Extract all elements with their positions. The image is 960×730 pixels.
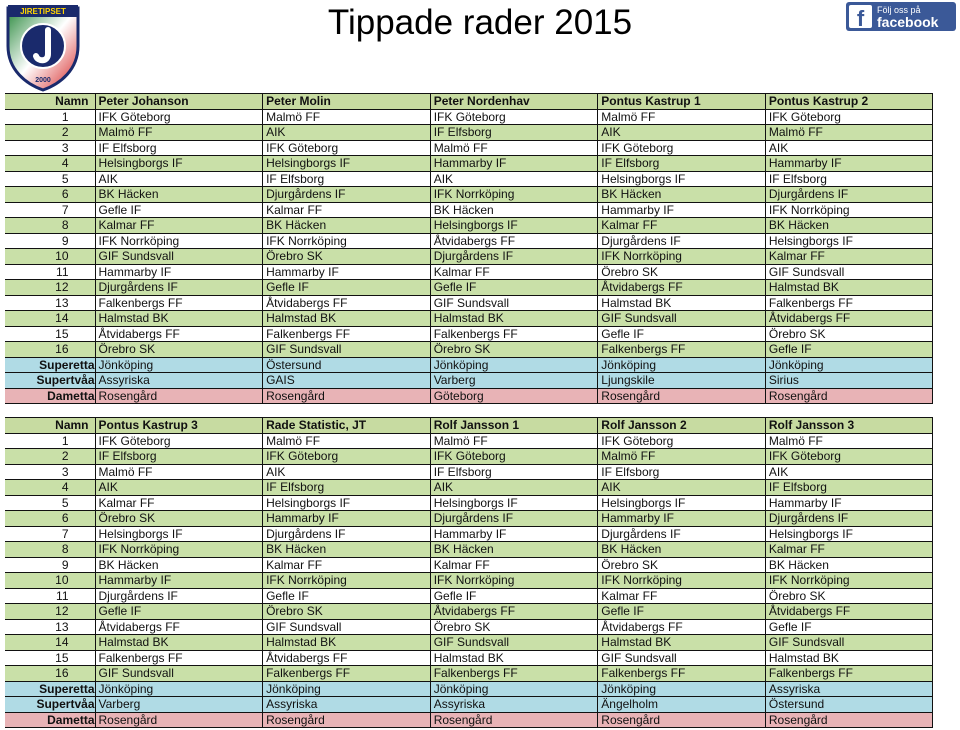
table-cell: GIF Sundsvall (765, 635, 933, 651)
table-cell: Ljungskile (598, 373, 766, 389)
table-cell: Assyriska (430, 697, 598, 713)
table-cell: Sirius (765, 373, 933, 389)
table-cell: IFK Göteborg (95, 433, 263, 449)
table-cell: Jönköping (598, 357, 766, 373)
table-cell: Åtvidabergs FF (430, 233, 598, 249)
row-label: 4 (5, 480, 95, 496)
table-cell: Kalmar FF (765, 249, 933, 265)
table-cell: AIK (765, 464, 933, 480)
table-cell: Varberg (430, 373, 598, 389)
table-cell: BK Häcken (430, 542, 598, 558)
table-cell: Halmstad BK (598, 295, 766, 311)
row-label: 13 (5, 619, 95, 635)
table-cell: Hammarby IF (598, 511, 766, 527)
table-cell: Åtvidabergs FF (430, 604, 598, 620)
table-row (5, 264, 933, 280)
table-cell: GIF Sundsvall (95, 249, 263, 265)
table-cell: Kalmar FF (430, 264, 598, 280)
table-row (5, 295, 933, 311)
table-cell: Gefle IF (430, 280, 598, 296)
row-label: 10 (5, 573, 95, 589)
table-cell: BK Häcken (765, 218, 933, 234)
table-cell: GIF Sundsvall (430, 635, 598, 651)
table-cell: Jönköping (430, 681, 598, 697)
table-cell: Jönköping (263, 681, 431, 697)
svg-text:facebook: facebook (877, 14, 939, 30)
table-cell: Djurgårdens IF (598, 233, 766, 249)
row-label: 16 (5, 342, 95, 358)
row-label: 8 (5, 542, 95, 558)
table-cell: IF Elfsborg (765, 480, 933, 496)
table-cell: IF Elfsborg (430, 464, 598, 480)
table-cell: Jönköping (95, 357, 263, 373)
table-row (5, 171, 933, 187)
table-cell: Åtvidabergs FF (95, 619, 263, 635)
table-cell: GIF Sundsvall (95, 666, 263, 682)
table-cell: BK Häcken (765, 557, 933, 573)
table-row (5, 666, 933, 682)
table-row (5, 218, 933, 234)
table-row (5, 526, 933, 542)
table-cell: Hammarby IF (95, 573, 263, 589)
table-cell: Rolf Jansson 2 (598, 418, 766, 434)
table-cell: Falkenbergs FF (598, 666, 766, 682)
table-row (5, 140, 933, 156)
table-cell: IFK Göteborg (765, 109, 933, 125)
facebook-icon[interactable] (846, 2, 956, 31)
table-cell: Malmö FF (598, 449, 766, 465)
svg-text:Följ oss på: Följ oss på (877, 5, 921, 15)
table-cell: Rosengård (95, 388, 263, 404)
table-row (5, 156, 933, 172)
table-cell: Hammarby IF (95, 264, 263, 280)
table-cell: Halmstad BK (430, 311, 598, 327)
table-cell: Halmstad BK (598, 635, 766, 651)
row-label: 2 (5, 449, 95, 465)
table-cell: Malmö FF (765, 125, 933, 141)
table-cell: IFK Norrköping (430, 573, 598, 589)
table-row (5, 635, 933, 651)
row-label: 15 (5, 650, 95, 666)
table-cell: Jönköping (598, 681, 766, 697)
table-cell: GIF Sundsvall (263, 342, 431, 358)
tips-table-2 (5, 417, 933, 728)
table-cell: Malmö FF (95, 464, 263, 480)
table-cell: Halmstad BK (263, 311, 431, 327)
table-header-row (5, 418, 933, 434)
table-cell: Rade Statistic, JT (263, 418, 431, 434)
table-cell: Åtvidabergs FF (765, 311, 933, 327)
table-cell: GIF Sundsvall (430, 295, 598, 311)
table-cell: Rosengård (95, 712, 263, 728)
table-cell: Helsingborgs IF (263, 495, 431, 511)
row-label: 11 (5, 588, 95, 604)
table-cell: Jönköping (765, 357, 933, 373)
table-row (5, 542, 933, 558)
table-row (5, 480, 933, 496)
table-cell: GAIS (263, 373, 431, 389)
page-title: Tippade rader 2015 (327, 3, 633, 42)
table-cell: Malmö FF (430, 140, 598, 156)
table-cell: BK Häcken (263, 542, 431, 558)
table-row (5, 202, 933, 218)
table-cell: Kalmar FF (263, 202, 431, 218)
table-cell: Örebro SK (430, 619, 598, 635)
table-row (5, 357, 933, 373)
table-cell: Falkenbergs FF (430, 326, 598, 342)
table-cell: Peter Nordenhav (430, 94, 598, 110)
table-cell: Gefle IF (598, 604, 766, 620)
table-cell: BK Häcken (598, 187, 766, 203)
table-cell: Örebro SK (765, 588, 933, 604)
table-header-row (5, 94, 933, 110)
table-cell: Åtvidabergs FF (263, 650, 431, 666)
row-label: Dametta (5, 712, 95, 728)
table-cell: Gefle IF (765, 619, 933, 635)
table-cell: AIK (765, 140, 933, 156)
row-label: 6 (5, 511, 95, 527)
table-cell: Peter Johanson (95, 94, 263, 110)
table-cell: Örebro SK (765, 326, 933, 342)
table-cell: Djurgårdens IF (765, 187, 933, 203)
table-cell: Pontus Kastrup 3 (95, 418, 263, 434)
table-cell: Östersund (263, 357, 431, 373)
table-row (5, 697, 933, 713)
table-row (5, 511, 933, 527)
table-cell: Åtvidabergs FF (95, 326, 263, 342)
table-cell: Helsingborgs IF (598, 495, 766, 511)
table-cell: Åtvidabergs FF (598, 280, 766, 296)
row-label: 16 (5, 666, 95, 682)
table-cell: Kalmar FF (95, 495, 263, 511)
table-row (5, 619, 933, 635)
row-label: 14 (5, 635, 95, 651)
row-label: 12 (5, 280, 95, 296)
row-label: 5 (5, 495, 95, 511)
table-cell: Örebro SK (598, 557, 766, 573)
row-label: 12 (5, 604, 95, 620)
table-cell: AIK (95, 480, 263, 496)
row-label: 7 (5, 526, 95, 542)
table-cell: Örebro SK (95, 511, 263, 527)
table-cell: Rosengård (765, 388, 933, 404)
table-row (5, 233, 933, 249)
table-cell: Varberg (95, 697, 263, 713)
row-label: 9 (5, 557, 95, 573)
svg-text:2000: 2000 (35, 77, 51, 84)
table-row (5, 373, 933, 389)
row-label: 6 (5, 187, 95, 203)
table-cell: GIF Sundsvall (765, 264, 933, 280)
table-cell: Rosengård (598, 388, 766, 404)
row-label: 11 (5, 264, 95, 280)
row-label: Namn (5, 94, 95, 110)
table-row (5, 573, 933, 589)
table-cell: BK Häcken (95, 557, 263, 573)
table-cell: Peter Molin (263, 94, 431, 110)
row-label: Namn (5, 418, 95, 434)
table-cell: Helsingborgs IF (765, 233, 933, 249)
table-cell: IF Elfsborg (598, 464, 766, 480)
table-cell: Kalmar FF (263, 557, 431, 573)
svg-text:JIRETIPSET: JIRETIPSET (20, 7, 66, 16)
table-cell: GIF Sundsvall (598, 311, 766, 327)
row-label: 3 (5, 464, 95, 480)
table-cell: Helsingborgs IF (430, 495, 598, 511)
table-cell: Örebro SK (598, 264, 766, 280)
table-cell: AIK (430, 480, 598, 496)
table-cell: BK Häcken (430, 202, 598, 218)
table-row (5, 464, 933, 480)
table-cell: Falkenbergs FF (765, 295, 933, 311)
table-cell: Halmstad BK (430, 650, 598, 666)
table-cell: IFK Norrköping (765, 202, 933, 218)
table-cell: Helsingborgs IF (95, 526, 263, 542)
table-cell: Kalmar FF (598, 588, 766, 604)
row-label: 13 (5, 295, 95, 311)
table-cell: Göteborg (430, 388, 598, 404)
table-row (5, 433, 933, 449)
table-cell: Gefle IF (263, 280, 431, 296)
table-cell: Falkenbergs FF (263, 666, 431, 682)
table-cell: Djurgårdens IF (95, 280, 263, 296)
table-cell: Falkenbergs FF (765, 666, 933, 682)
table-cell: Åtvidabergs FF (765, 604, 933, 620)
table-cell: Falkenbergs FF (95, 650, 263, 666)
table-cell: Rolf Jansson 1 (430, 418, 598, 434)
row-label: 1 (5, 109, 95, 125)
table-cell: IFK Göteborg (598, 433, 766, 449)
row-label: 9 (5, 233, 95, 249)
table-row (5, 326, 933, 342)
table-cell: Rosengård (430, 712, 598, 728)
table-cell: Östersund (765, 697, 933, 713)
table-cell: Malmö FF (95, 125, 263, 141)
table-row (5, 557, 933, 573)
row-label: Dametta (5, 388, 95, 404)
table-cell: Halmstad BK (263, 635, 431, 651)
table-cell: Malmö FF (263, 109, 431, 125)
row-label: 4 (5, 156, 95, 172)
table-cell: Rosengård (263, 388, 431, 404)
table-cell: AIK (598, 125, 766, 141)
table-cell: Gefle IF (95, 202, 263, 218)
table-cell: BK Häcken (263, 218, 431, 234)
table-cell: Kalmar FF (430, 557, 598, 573)
table-cell: Rosengård (263, 712, 431, 728)
table-cell: Gefle IF (430, 588, 598, 604)
table-cell: Malmö FF (430, 433, 598, 449)
table-cell: Rosengård (598, 712, 766, 728)
table-cell: IF Elfsborg (430, 125, 598, 141)
table-cell: Örebro SK (263, 249, 431, 265)
table-cell: Malmö FF (263, 433, 431, 449)
table-row (5, 449, 933, 465)
table-cell: Hammarby IF (263, 511, 431, 527)
table-row (5, 311, 933, 327)
table-cell: Djurgårdens IF (263, 187, 431, 203)
table-cell: Falkenbergs FF (598, 342, 766, 358)
table-cell: IFK Göteborg (263, 140, 431, 156)
row-label: 14 (5, 311, 95, 327)
table-cell: IFK Norrköping (95, 542, 263, 558)
table-cell: IFK Göteborg (430, 449, 598, 465)
table-cell: Assyriska (95, 373, 263, 389)
table-cell: Kalmar FF (598, 218, 766, 234)
table-cell: IFK Göteborg (95, 109, 263, 125)
tips-table-1 (5, 93, 933, 404)
table-cell: Jönköping (95, 681, 263, 697)
table-row (5, 588, 933, 604)
table-cell: Hammarby IF (430, 156, 598, 172)
table-cell: IFK Norrköping (430, 187, 598, 203)
table-cell: Gefle IF (95, 604, 263, 620)
table-row (5, 109, 933, 125)
table-cell: Helsingborgs IF (598, 171, 766, 187)
table-cell: Djurgårdens IF (598, 526, 766, 542)
table-cell: Rosengård (765, 712, 933, 728)
table-cell: Djurgårdens IF (430, 249, 598, 265)
row-label: Supertvåa (5, 697, 95, 713)
table-cell: IF Elfsborg (765, 171, 933, 187)
table-cell: Assyriska (765, 681, 933, 697)
table-cell: Helsingborgs IF (263, 156, 431, 172)
table-cell: IFK Göteborg (430, 109, 598, 125)
table-cell: Halmstad BK (765, 650, 933, 666)
table-row (5, 342, 933, 358)
table-row (5, 604, 933, 620)
row-label: 8 (5, 218, 95, 234)
table-cell: Assyriska (263, 697, 431, 713)
table-cell: Örebro SK (95, 342, 263, 358)
table-cell: Kalmar FF (95, 218, 263, 234)
table-cell: IFK Göteborg (765, 449, 933, 465)
table-cell: IFK Norrköping (765, 573, 933, 589)
table-cell: IF Elfsborg (95, 140, 263, 156)
table-cell: Djurgårdens IF (263, 526, 431, 542)
table-cell: Halmstad BK (765, 280, 933, 296)
table-cell: IF Elfsborg (263, 480, 431, 496)
table-cell: BK Häcken (598, 542, 766, 558)
table-row (5, 125, 933, 141)
table-row (5, 495, 933, 511)
table-cell: Hammarby IF (598, 202, 766, 218)
table-cell: Malmö FF (598, 109, 766, 125)
table-cell: Jönköping (430, 357, 598, 373)
row-label: 2 (5, 125, 95, 141)
table-row (5, 712, 933, 728)
table-row (5, 280, 933, 296)
row-label: Superetta (5, 681, 95, 697)
table-cell: Halmstad BK (95, 311, 263, 327)
row-label: 7 (5, 202, 95, 218)
table-cell: AIK (598, 480, 766, 496)
table-cell: IFK Norrköping (598, 573, 766, 589)
table-cell: IF Elfsborg (598, 156, 766, 172)
row-label: 3 (5, 140, 95, 156)
table-cell: IFK Norrköping (263, 573, 431, 589)
table-cell: AIK (263, 125, 431, 141)
table-cell: Örebro SK (263, 604, 431, 620)
table-cell: BK Häcken (95, 187, 263, 203)
table-cell: IFK Norrköping (263, 233, 431, 249)
table-cell: Halmstad BK (95, 635, 263, 651)
table-row (5, 249, 933, 265)
row-label: 1 (5, 433, 95, 449)
table-cell: Örebro SK (430, 342, 598, 358)
svg-text:f: f (856, 6, 865, 31)
table-cell: Falkenbergs FF (430, 666, 598, 682)
table-cell: Pontus Kastrup 1 (598, 94, 766, 110)
table-cell: Kalmar FF (765, 542, 933, 558)
table-row (5, 187, 933, 203)
table-cell: Åtvidabergs FF (598, 619, 766, 635)
table-row (5, 650, 933, 666)
table-cell: Pontus Kastrup 2 (765, 94, 933, 110)
table-cell: Djurgårdens IF (765, 511, 933, 527)
table-cell: Hammarby IF (430, 526, 598, 542)
table-cell: IFK Norrköping (598, 249, 766, 265)
table-cell: Malmö FF (765, 433, 933, 449)
table-cell: Helsingborgs IF (765, 526, 933, 542)
table-cell: GIF Sundsvall (263, 619, 431, 635)
table-cell: Djurgårdens IF (430, 511, 598, 527)
table-cell: Hammarby IF (263, 264, 431, 280)
table-cell: Åtvidabergs FF (263, 295, 431, 311)
table-cell: Helsingborgs IF (95, 156, 263, 172)
table-cell: Rolf Jansson 3 (765, 418, 933, 434)
table-cell: GIF Sundsvall (598, 650, 766, 666)
table-cell: IFK Göteborg (598, 140, 766, 156)
row-label: 5 (5, 171, 95, 187)
row-label: 10 (5, 249, 95, 265)
table-cell: Falkenbergs FF (263, 326, 431, 342)
table-cell: IFK Göteborg (263, 449, 431, 465)
table-cell: Helsingborgs IF (430, 218, 598, 234)
table-cell: Djurgårdens IF (95, 588, 263, 604)
table-row (5, 681, 933, 697)
table-cell: AIK (95, 171, 263, 187)
table-row (5, 388, 933, 404)
row-label: 15 (5, 326, 95, 342)
table-cell: IF Elfsborg (263, 171, 431, 187)
table-cell: Falkenbergs FF (95, 295, 263, 311)
table-cell: IF Elfsborg (95, 449, 263, 465)
table-cell: Gefle IF (598, 326, 766, 342)
table-cell: Gefle IF (765, 342, 933, 358)
table-cell: AIK (263, 464, 431, 480)
table-cell: AIK (430, 171, 598, 187)
table-cell: Hammarby IF (765, 495, 933, 511)
table-cell: Ängelholm (598, 697, 766, 713)
table-cell: IFK Norrköping (95, 233, 263, 249)
row-label: Superetta (5, 357, 95, 373)
table-cell: Hammarby IF (765, 156, 933, 172)
row-label: Supertvåa (5, 373, 95, 389)
table-cell: Gefle IF (263, 588, 431, 604)
